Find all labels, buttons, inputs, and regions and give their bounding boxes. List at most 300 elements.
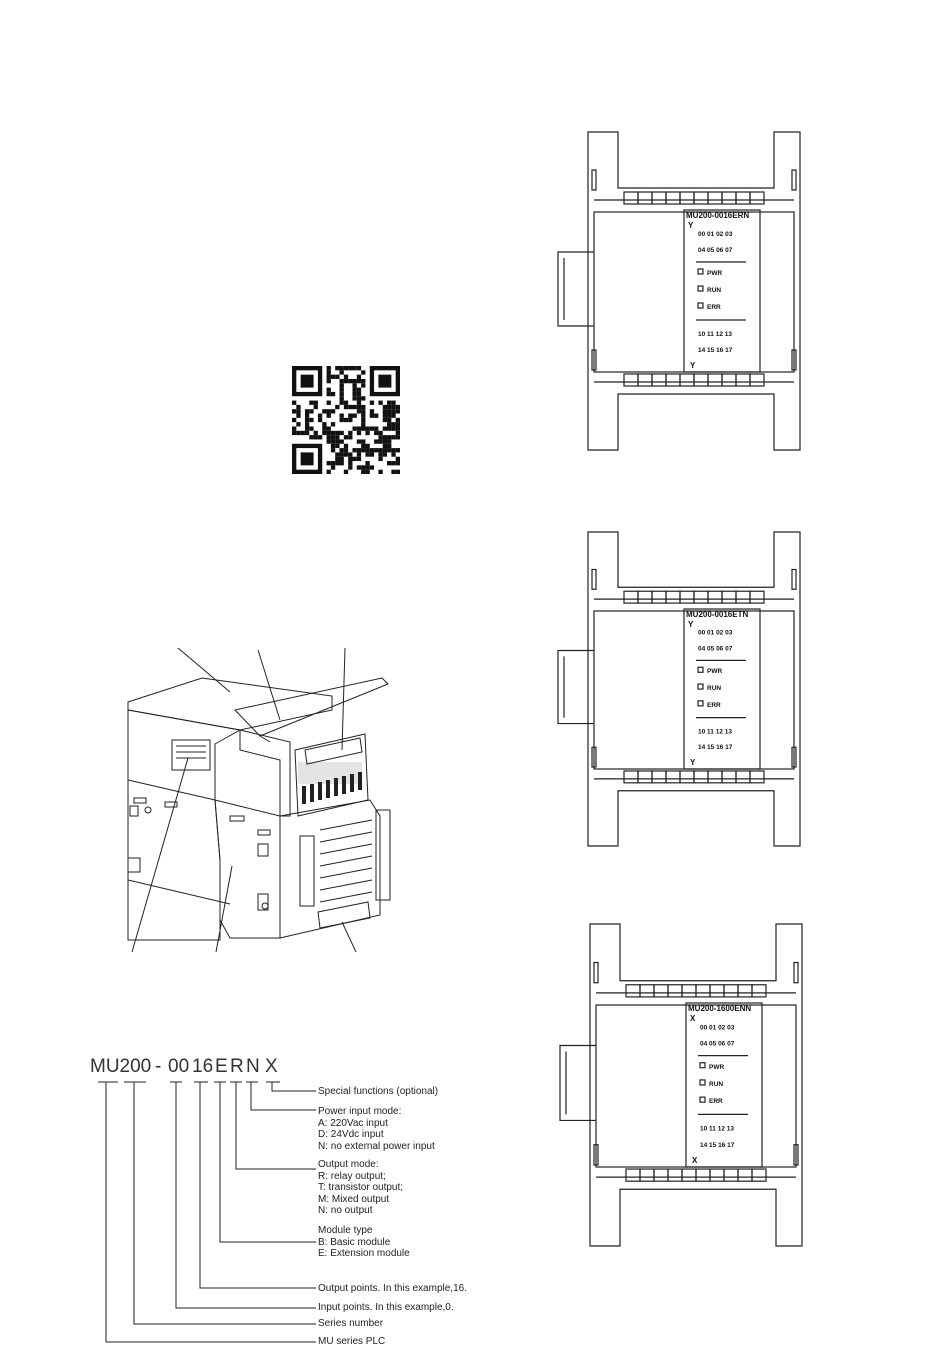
- qr-module: [344, 452, 348, 456]
- qr-module: [322, 409, 326, 413]
- terminal-bottom: [738, 1169, 752, 1181]
- qr-module: [383, 435, 387, 439]
- terminal-top: [624, 591, 638, 603]
- terminal-bottom: [724, 1169, 738, 1181]
- qr-module: [396, 457, 400, 461]
- terminal-bottom: [668, 1169, 682, 1181]
- module-body: [594, 611, 794, 769]
- qr-module: [361, 379, 365, 383]
- qr-module: [383, 439, 387, 443]
- qr-module: [387, 435, 391, 439]
- module-bottom-letter: Y: [690, 361, 696, 370]
- module-drawing-3: [556, 922, 812, 1248]
- qr-module: [318, 418, 322, 422]
- qr-module: [396, 448, 400, 452]
- terminal-bottom: [624, 771, 638, 783]
- legend-special: [318, 1086, 438, 1098]
- terminal-top: [708, 192, 722, 204]
- qr-module: [370, 401, 374, 405]
- terminal-top: [652, 591, 666, 603]
- qr-module: [383, 452, 387, 456]
- qr-module: [391, 426, 395, 430]
- qr-module: [378, 439, 382, 443]
- legend-output-points-text: Output points. In this example,16.: [318, 1283, 467, 1294]
- qr-module: [387, 405, 391, 409]
- qr-module: [374, 426, 378, 430]
- legend-power-n: N: no external power input: [318, 1140, 435, 1152]
- qr-module: [352, 457, 356, 461]
- qr-module: [331, 435, 335, 439]
- legend-power-title: Power input mode:: [318, 1106, 402, 1117]
- qr-module: [340, 439, 344, 443]
- qr-module: [365, 452, 369, 456]
- qr-module: [331, 375, 335, 379]
- qr-module: [309, 401, 313, 405]
- qr-module: [357, 375, 361, 379]
- code-module-type: E: [215, 1056, 228, 1077]
- qr-module: [340, 401, 344, 405]
- led-label: ERR: [709, 1098, 723, 1106]
- qr-module: [309, 435, 313, 439]
- qr-module: [348, 431, 352, 435]
- legend-output-n: N: no output: [318, 1205, 373, 1216]
- qr-module: [344, 418, 348, 422]
- qr-module: [383, 418, 387, 422]
- legend-module-type: [318, 1225, 410, 1260]
- module-row3: 10 11 12 13: [698, 331, 732, 338]
- qr-module: [344, 405, 348, 409]
- legend-module-title: Module type: [318, 1225, 373, 1236]
- qr-module: [357, 431, 361, 435]
- qr-finder-eye: [301, 375, 314, 388]
- qr-module: [361, 470, 365, 474]
- qr-module: [344, 375, 348, 379]
- legend-output-r: R: relay output;: [318, 1170, 386, 1182]
- module-top-letter: Y: [688, 619, 694, 629]
- qr-module: [348, 379, 352, 383]
- terminal-bottom: [666, 374, 680, 386]
- terminal-bottom: [708, 374, 722, 386]
- qr-module: [357, 452, 361, 456]
- qr-module: [365, 470, 369, 474]
- qr-module: [335, 435, 339, 439]
- qr-module: [365, 448, 369, 452]
- qr-module: [391, 435, 395, 439]
- terminal-bottom: [654, 1169, 668, 1181]
- qr-module: [365, 426, 369, 430]
- led-label: PWR: [709, 1063, 725, 1071]
- qr-module: [370, 426, 374, 430]
- code-series: MU200: [90, 1056, 152, 1077]
- terminal-bottom: [680, 771, 694, 783]
- qr-module: [292, 431, 296, 435]
- qr-module: [348, 366, 352, 370]
- qr-module: [296, 431, 300, 435]
- module-labels: [686, 610, 748, 767]
- qr-module: [361, 465, 365, 469]
- qr-module: [340, 414, 344, 418]
- qr-module: [391, 452, 395, 456]
- qr-module: [314, 431, 318, 435]
- qr-module: [357, 426, 361, 430]
- qr-module: [322, 426, 326, 430]
- qr-module: [314, 435, 318, 439]
- terminal-top: [680, 591, 694, 603]
- led-box: [698, 303, 703, 308]
- qr-module: [335, 457, 339, 461]
- led-label: PWR: [707, 270, 723, 277]
- terminal-bottom: [722, 374, 736, 386]
- qr-module: [331, 392, 335, 396]
- qr-module: [396, 431, 400, 435]
- qr-module: [340, 366, 344, 370]
- module-row4: 14 15 16 17: [698, 744, 733, 752]
- qr-module: [352, 366, 356, 370]
- module-top-letter: Y: [688, 221, 694, 230]
- qr-module: [335, 439, 339, 443]
- qr-module: [387, 426, 391, 430]
- qr-module: [370, 409, 374, 413]
- qr-module: [331, 448, 335, 452]
- qr-module: [361, 418, 365, 422]
- qr-module: [357, 401, 361, 405]
- module-row3: 10 11 12 13: [698, 728, 732, 736]
- qr-module: [309, 418, 313, 422]
- qr-module: [292, 418, 296, 422]
- terminal-top: [666, 591, 680, 603]
- module-row1: 00 01 02 03: [700, 1024, 735, 1032]
- led-box: [698, 286, 703, 291]
- side-pin: [592, 170, 596, 190]
- qr-module: [352, 388, 356, 392]
- qr-module: [391, 401, 395, 405]
- qr-module: [365, 461, 369, 465]
- legend-power: [318, 1106, 435, 1152]
- terminal-top: [680, 192, 694, 204]
- qr-module: [365, 431, 369, 435]
- legend-output-t: T: transistor output;: [318, 1182, 404, 1193]
- qr-module: [361, 426, 365, 430]
- legend-output-points: [318, 1283, 467, 1295]
- module-frame: [588, 532, 800, 846]
- qr-module: [318, 414, 322, 418]
- qr-module: [327, 470, 331, 474]
- qr-module: [335, 444, 339, 448]
- terminal-bottom: [638, 771, 652, 783]
- qr-module: [348, 461, 352, 465]
- qr-module: [378, 457, 382, 461]
- terminal-top: [694, 591, 708, 603]
- terminal-top: [696, 985, 710, 997]
- module-model: MU200-0016ETN: [686, 609, 749, 619]
- module-outline: [560, 924, 802, 1246]
- qr-module: [348, 457, 352, 461]
- qr-module: [344, 444, 348, 448]
- qr-module: [387, 439, 391, 443]
- qr-module: [370, 465, 374, 469]
- qr-module: [391, 422, 395, 426]
- qr-module: [344, 448, 348, 452]
- qr-module: [378, 431, 382, 435]
- qr-module: [387, 409, 391, 413]
- qr-module: [305, 418, 309, 422]
- qr-module: [327, 401, 331, 405]
- terminal-bottom: [736, 771, 750, 783]
- qr-module: [374, 448, 378, 452]
- qr-module: [331, 439, 335, 443]
- qr-module: [352, 426, 356, 430]
- code-special: X: [265, 1056, 278, 1077]
- led-label: RUN: [709, 1081, 724, 1089]
- qr-module: [374, 431, 378, 435]
- qr-module: [340, 448, 344, 452]
- terminal-top: [752, 985, 766, 997]
- module-model: MU200-1600ENN: [688, 1004, 752, 1014]
- legend-output-title: Output mode:: [318, 1159, 379, 1170]
- qr-module: [344, 366, 348, 370]
- qr-module: [327, 379, 331, 383]
- qr-module: [357, 388, 361, 392]
- qr-module: [361, 439, 365, 443]
- code-output-mode: R: [230, 1056, 244, 1077]
- qr-module: [378, 401, 382, 405]
- qr-module: [296, 409, 300, 413]
- terminal-bottom: [694, 771, 708, 783]
- qr-module: [344, 470, 348, 474]
- plc-isometric-drawing: [120, 640, 400, 952]
- qr-module: [396, 461, 400, 465]
- qr-module: [327, 370, 331, 374]
- led-box: [700, 1097, 705, 1102]
- terminal-top: [724, 985, 738, 997]
- terminal-top: [624, 192, 638, 204]
- qr-module: [348, 435, 352, 439]
- module-row2: 04 05 06 07: [698, 247, 733, 254]
- terminal-top: [722, 192, 736, 204]
- module-row1: 00 01 02 03: [698, 231, 733, 238]
- qr-module: [327, 426, 331, 430]
- legend-series: [318, 1318, 383, 1330]
- legend-mu-series: [318, 1336, 385, 1348]
- module-drawing-2: [554, 530, 804, 848]
- qr-module: [361, 414, 365, 418]
- terminal-bottom: [750, 771, 764, 783]
- terminal-top: [668, 985, 682, 997]
- qr-module: [357, 439, 361, 443]
- qr-module: [348, 452, 352, 456]
- terminal-bottom: [652, 374, 666, 386]
- qr-module: [387, 448, 391, 452]
- qr-module: [314, 401, 318, 405]
- qr-module: [361, 405, 365, 409]
- led-label: RUN: [707, 287, 722, 294]
- qr-module: [335, 452, 339, 456]
- qr-module: [318, 435, 322, 439]
- terminal-bottom: [752, 1169, 766, 1181]
- qr-module: [327, 439, 331, 443]
- qr-module: [335, 366, 339, 370]
- code-power-mode: N: [246, 1056, 260, 1077]
- terminal-bottom: [626, 1169, 640, 1181]
- terminal-top: [652, 192, 666, 204]
- qr-module: [344, 401, 348, 405]
- legend-input-points: [318, 1302, 454, 1314]
- qr-module: [292, 409, 296, 413]
- qr-module: [383, 426, 387, 430]
- qr-module: [296, 414, 300, 418]
- qr-module: [378, 435, 382, 439]
- qr-module: [357, 366, 361, 370]
- qr-module: [331, 461, 335, 465]
- led-box: [698, 667, 703, 672]
- qr-module: [391, 405, 395, 409]
- side-pin: [792, 570, 796, 590]
- qr-module: [396, 409, 400, 413]
- qr-module: [374, 439, 378, 443]
- qr-module: [344, 379, 348, 383]
- qr-module: [335, 405, 339, 409]
- qr-module: [331, 409, 335, 413]
- terminal-bottom: [680, 374, 694, 386]
- module-row2: 04 05 06 07: [700, 1040, 735, 1048]
- qr-module: [361, 383, 365, 387]
- terminal-top: [638, 591, 652, 603]
- module-frame: [588, 132, 800, 450]
- led-label: ERR: [707, 304, 721, 311]
- terminal-bottom: [736, 374, 750, 386]
- qr-module: [352, 396, 356, 400]
- led-label: PWR: [707, 668, 723, 676]
- module-row2: 04 05 06 07: [698, 645, 733, 653]
- module-row4: 14 15 16 17: [700, 1141, 735, 1149]
- qr-module: [383, 444, 387, 448]
- led-box: [698, 701, 703, 706]
- qr-module: [327, 375, 331, 379]
- terminal-bottom: [710, 1169, 724, 1181]
- qr-module: [305, 422, 309, 426]
- qr-module: [344, 435, 348, 439]
- legend-power-a: A: 220Vac input: [318, 1117, 388, 1129]
- module-model: MU200-0016ERN: [686, 211, 750, 220]
- module-labels: [686, 211, 749, 370]
- module-frame: [590, 924, 802, 1246]
- qr-module: [361, 409, 365, 413]
- qr-module: [383, 409, 387, 413]
- qr-module: [396, 418, 400, 422]
- code-dash: -: [155, 1056, 162, 1077]
- qr-module: [396, 405, 400, 409]
- qr-module: [387, 401, 391, 405]
- qr-module: [314, 405, 318, 409]
- qr-module: [340, 392, 344, 396]
- qr-module: [387, 418, 391, 422]
- qr-finder-eye: [378, 375, 391, 388]
- terminal-top: [682, 985, 696, 997]
- qr-module: [383, 405, 387, 409]
- qr-module: [327, 392, 331, 396]
- qr-module: [378, 448, 382, 452]
- qr-module: [331, 431, 335, 435]
- qr-module: [352, 379, 356, 383]
- side-pin: [594, 962, 598, 982]
- qr-module: [396, 435, 400, 439]
- legend-special-text: Special functions (optional): [318, 1086, 439, 1097]
- terminal-top: [640, 985, 654, 997]
- qr-module: [335, 431, 339, 435]
- qr-module: [340, 388, 344, 392]
- side-pin: [592, 570, 596, 590]
- legend-module-e: E: Extension module: [318, 1248, 410, 1259]
- qr-module: [370, 414, 374, 418]
- qr-module: [387, 444, 391, 448]
- module-labels: [688, 1004, 751, 1165]
- qr-module: [340, 457, 344, 461]
- qr-finder-eye: [301, 452, 314, 465]
- qr-module: [387, 414, 391, 418]
- qr-module: [391, 414, 395, 418]
- qr-module: [305, 409, 309, 413]
- terminal-bottom: [694, 374, 708, 386]
- legend-input-points-text: Input points. In this example,0.: [318, 1302, 454, 1313]
- qr-module: [331, 422, 335, 426]
- terminal-bottom: [638, 374, 652, 386]
- terminal-bottom: [624, 374, 638, 386]
- terminal-top: [626, 985, 640, 997]
- qr-module: [335, 461, 339, 465]
- terminal-top: [750, 591, 764, 603]
- led-box: [700, 1063, 705, 1068]
- legend-power-d: D: 24Vdc input: [318, 1129, 384, 1140]
- qr-module: [301, 431, 305, 435]
- legend-series-text: Series number: [318, 1318, 384, 1329]
- terminal-top: [638, 192, 652, 204]
- qr-module: [357, 379, 361, 383]
- qr-module: [357, 448, 361, 452]
- qr-module: [352, 448, 356, 452]
- qr-module: [296, 405, 300, 409]
- qr-module: [335, 375, 339, 379]
- qr-module: [383, 448, 387, 452]
- terminal-top: [666, 192, 680, 204]
- qr-module: [340, 379, 344, 383]
- qr-module: [361, 396, 365, 400]
- module-drawing-1: [554, 130, 804, 452]
- legend-mu-series-text: MU series PLC: [318, 1336, 386, 1347]
- qr-module: [357, 392, 361, 396]
- qr-module: [387, 461, 391, 465]
- qr-module: [327, 414, 331, 418]
- qr-module: [391, 448, 395, 452]
- qr-module: [387, 422, 391, 426]
- terminal-top: [750, 192, 764, 204]
- qr-module: [340, 370, 344, 374]
- qr-module: [340, 461, 344, 465]
- qr-module: [340, 383, 344, 387]
- qr-module: [340, 418, 344, 422]
- qr-module: [370, 452, 374, 456]
- side-pin: [794, 962, 798, 982]
- qr-module: [305, 426, 309, 430]
- terminal-top: [738, 985, 752, 997]
- terminal-bottom: [640, 1169, 654, 1181]
- qr-module: [357, 409, 361, 413]
- led-label: RUN: [707, 684, 722, 692]
- led-label: ERR: [707, 701, 721, 709]
- qr-module: [352, 414, 356, 418]
- qr-code: [292, 366, 400, 474]
- terminal-top: [654, 985, 668, 997]
- qr-module: [396, 426, 400, 430]
